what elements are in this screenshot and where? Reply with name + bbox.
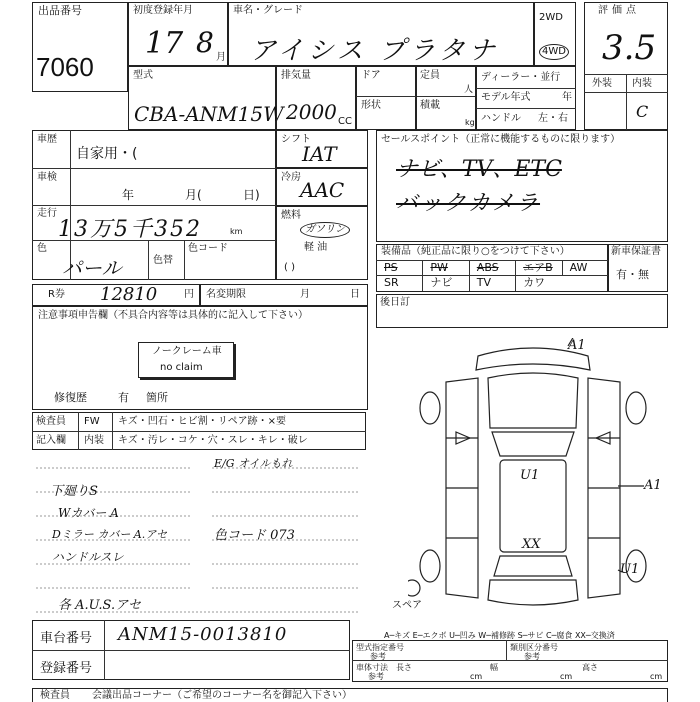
repair-value: 有 — [118, 391, 129, 404]
reg-label: 初度登録年月 — [133, 5, 193, 16]
length-label: 長さ — [396, 663, 412, 672]
yen-unit: 円 — [184, 289, 194, 300]
type-ref: 参考 — [370, 652, 386, 661]
handle-label: ハンドル — [481, 113, 521, 124]
interior-text: キズ・汚レ・コケ・穴・スレ・キレ・破レ — [118, 435, 308, 446]
notes-label: 注意事項申告欄（不具合内容等は具体的に記入して下さい） — [38, 310, 308, 321]
sales-line2: バックカメラ — [396, 191, 541, 216]
stamp-line1: ノークレーム車 — [152, 346, 222, 357]
capacity-label: 定員 — [420, 70, 440, 81]
car-name: アイシス プラタナ — [250, 36, 499, 66]
drive-2wd: 2WD — [539, 12, 563, 23]
cm-3: cm — [650, 672, 663, 681]
inspection-label: 車検 — [37, 172, 57, 183]
type-label: 型式指定番号 — [356, 643, 404, 652]
note-5: 各 A.U.S.アセ — [58, 598, 141, 613]
shift-value: IAT — [302, 142, 337, 166]
reg-year: 17 — [145, 26, 184, 61]
mark-xx-rear: XX — [522, 537, 541, 552]
warranty-label: 新車保証書 — [611, 246, 661, 257]
year-unit: 年 — [562, 92, 572, 103]
int-grade: C — [636, 102, 649, 121]
kg-unit: kg — [465, 118, 475, 127]
inspection-day: 日) — [243, 188, 260, 202]
color-code-label: 色コード — [188, 243, 228, 254]
height-label: 高さ — [582, 663, 598, 672]
grade-label: 評価点 — [598, 5, 640, 16]
fuel-label: 燃料 — [281, 210, 301, 221]
mark-u1-roof: U1 — [520, 468, 540, 483]
ac-label: 冷房 — [281, 172, 301, 183]
name-change-label: 名変期限 — [206, 289, 246, 300]
legend-text: A─キズ E─エクボ U─凹み W─補修跡 S─サビ C─腐食 XX─交換済 — [384, 631, 615, 640]
chassis-value: ANM15-0013810 — [118, 624, 288, 645]
model-year-label: モデル年式 — [481, 92, 531, 103]
dims-ref: 参考 — [368, 672, 384, 681]
recycle-amount: 12810 — [100, 284, 158, 305]
history-value: 自家用・( — [76, 146, 138, 162]
month-unit: 月 — [216, 52, 226, 63]
mileage-label: 走行 — [37, 208, 57, 219]
equipment-item: エアB — [523, 261, 553, 274]
lot-number: 7060 — [36, 52, 94, 82]
registration-label: 登録番号 — [40, 661, 93, 676]
displacement-label: 排気量 — [281, 70, 311, 81]
color-change-label: 色替 — [153, 255, 173, 266]
rear-label: 後日訂 — [380, 297, 410, 308]
width-label: 幅 — [490, 663, 498, 672]
model-label: 型式 — [133, 70, 153, 81]
fw-label: FW — [84, 416, 100, 427]
km-unit: km — [230, 227, 243, 236]
spare-label: スペア — [392, 600, 422, 611]
recycle-label: R券 — [48, 289, 65, 300]
int-label: 内装 — [632, 78, 652, 89]
reg-month: 8 — [196, 26, 214, 59]
fuel-paren: ( ) — [284, 262, 295, 273]
fw-text: キズ・凹石・ヒビ割・リペア跡・×要 — [118, 416, 286, 427]
door-label: ドア — [361, 70, 381, 81]
color-value: パール — [62, 256, 122, 280]
equipment-item: AW — [569, 261, 588, 274]
ext-label: 外装 — [592, 78, 612, 89]
mileage-value: 13万5千352 — [58, 217, 202, 242]
dims-label: 車体寸法 — [356, 663, 388, 672]
chassis-label: 車台番号 — [40, 631, 93, 646]
car-damage-diagram — [408, 338, 678, 620]
cm-2: cm — [560, 672, 573, 681]
name-change-month: 月 — [300, 289, 310, 300]
load-label: 積載 — [420, 100, 440, 111]
class-ref: 参考 — [524, 652, 540, 661]
footer-text: 会議出品コーナー（ご希望のコーナー名を御記入下さい） — [92, 690, 352, 701]
equipment-item: PW — [430, 261, 448, 274]
color-label: 色 — [37, 243, 47, 254]
mid-note-2: 色コード 073 — [214, 528, 295, 543]
equipment-item: PS — [384, 261, 398, 274]
inspection-year: 年 — [122, 188, 135, 202]
note-1: 下廻りS — [50, 484, 98, 499]
handle-options: 左・右 — [538, 113, 568, 124]
stamp-line2: no claim — [160, 362, 203, 373]
equipment-item: ナビ — [430, 276, 453, 289]
grade-value: 3.5 — [602, 28, 657, 68]
sales-label: セールスポイント（正常に機能するものに限ります） — [381, 134, 621, 145]
interior-label: 内装 — [84, 435, 104, 446]
note-2: Wカバー A — [58, 506, 119, 520]
fuel-diesel: 軽 油 — [304, 242, 328, 253]
person-unit: 人 — [464, 85, 474, 95]
footer-label: 検査員 — [40, 690, 70, 701]
repair-part: 箇所 — [146, 391, 168, 404]
note-3: Dミラー カバー A.アセ — [52, 528, 168, 541]
drive-4wd: 4WD — [539, 44, 569, 60]
equipment-item: SR — [384, 276, 399, 289]
equipment-item: ABS — [476, 261, 499, 274]
ac-value: AAC — [300, 178, 345, 202]
sales-line1: ナビ、TV、ETC — [396, 157, 562, 182]
rear-box — [376, 294, 668, 328]
note-4: ハンドルスレ — [52, 550, 124, 564]
cc-unit: CC — [338, 116, 352, 127]
equipment-item: TV — [476, 276, 492, 289]
repair-label: 修復歴 — [54, 391, 87, 404]
model-value: CBA-ANM15W — [134, 102, 284, 126]
class-label: 類別区分番号 — [510, 643, 558, 652]
dealer-label: ディーラー・並行 — [481, 72, 561, 83]
lot-label: 出品番号 — [38, 4, 82, 17]
name-change-day: 日 — [350, 289, 360, 300]
mark-u1-rear: U1 — [620, 562, 640, 577]
cm-1: cm — [470, 672, 483, 681]
displacement-value: 2000 — [286, 100, 337, 124]
equipment-item: カワ — [523, 276, 546, 289]
mark-a1-side: A1 — [644, 478, 662, 493]
fuel-gasoline: ガソリン — [300, 222, 350, 238]
mark-a1-front: A1 — [568, 338, 586, 353]
mid-note-1: E/G オイルもれ — [214, 457, 293, 470]
shift-label: シフト — [281, 134, 311, 145]
equipment-label: 装備品（純正品に限り○をつけて下さい） — [381, 246, 570, 257]
inspector-label1: 検査員 — [36, 416, 66, 427]
inspector-label2: 記入欄 — [36, 435, 66, 446]
warranty-value: 有・無 — [616, 268, 649, 281]
history-label: 車歴 — [37, 134, 57, 145]
shape-label: 形状 — [361, 100, 381, 111]
inspection-month: 月( — [185, 188, 202, 202]
name-label: 車名・グレード — [233, 5, 303, 16]
